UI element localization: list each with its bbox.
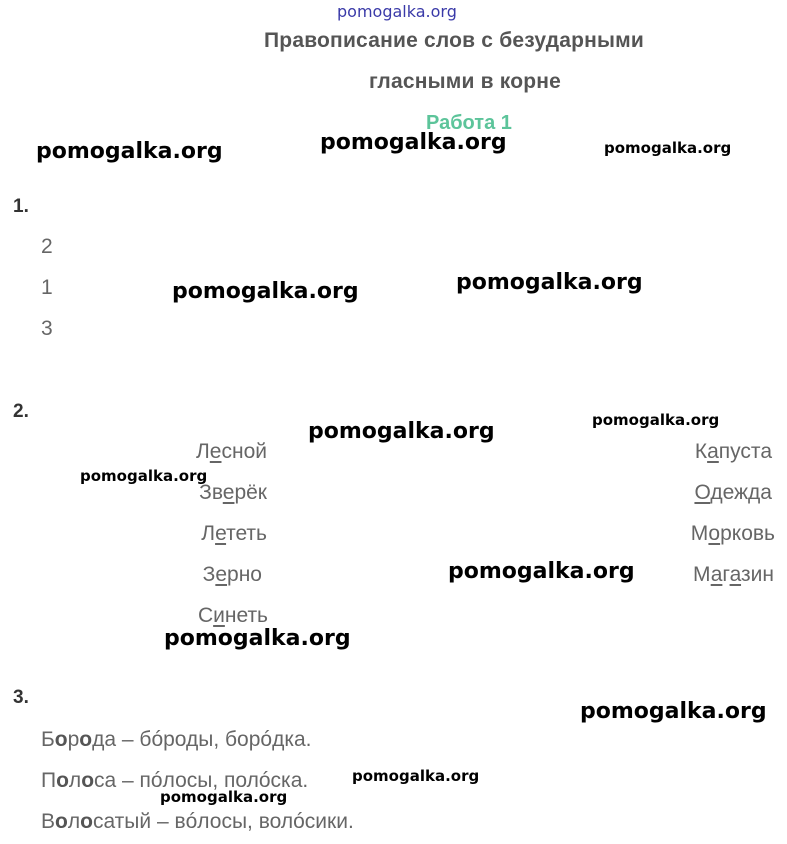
word-left: Зерно (202, 563, 262, 586)
watermark: pomogalka.org (456, 270, 643, 295)
watermark: pomogalka.org (604, 139, 732, 157)
watermark: pomogalka.org (160, 788, 288, 806)
task3-line: Волосатый – вóлосы, волóсики. (41, 810, 354, 833)
task3-line: Борода – бóроды, борóдка. (41, 728, 312, 751)
task1-answer: 3 (41, 317, 53, 340)
page-subtitle: Работа 1 (426, 112, 512, 134)
word-left: Лесной (196, 440, 267, 463)
task1-number: 1. (13, 196, 29, 217)
page-title-line1: Правописание слов с безударными (264, 29, 645, 52)
watermark: pomogalka.org (352, 767, 480, 785)
watermark: pomogalka.org (448, 559, 635, 584)
watermark: pomogalka.org (172, 279, 359, 304)
task1-answer: 1 (41, 276, 53, 299)
word-left: Синеть (197, 604, 268, 627)
task2-number: 2. (13, 401, 29, 422)
watermark: pomogalka.org (320, 130, 507, 155)
watermark: pomogalka.org (164, 626, 351, 651)
watermark: pomogalka.org (308, 419, 495, 444)
task3-number: 3. (13, 687, 29, 708)
watermark: pomogalka.org (80, 467, 208, 485)
task3-line: Полоса – пóлосы, полóска. (41, 769, 309, 792)
word-left: Лететь (201, 522, 267, 545)
watermark-top: pomogalka.org (337, 2, 457, 21)
word-right: Одежда (694, 481, 772, 504)
page-title-line2: гласными в корне (369, 70, 562, 93)
word-right: Морковь (690, 522, 775, 545)
watermark: pomogalka.org (592, 411, 720, 429)
word-right: Капуста (694, 440, 772, 463)
word-left: Зверёк (199, 481, 267, 504)
watermark: pomogalka.org (580, 699, 767, 724)
word-right: Магазин (692, 563, 774, 586)
watermark: pomogalka.org (36, 139, 223, 164)
task1-answer: 2 (41, 235, 53, 258)
